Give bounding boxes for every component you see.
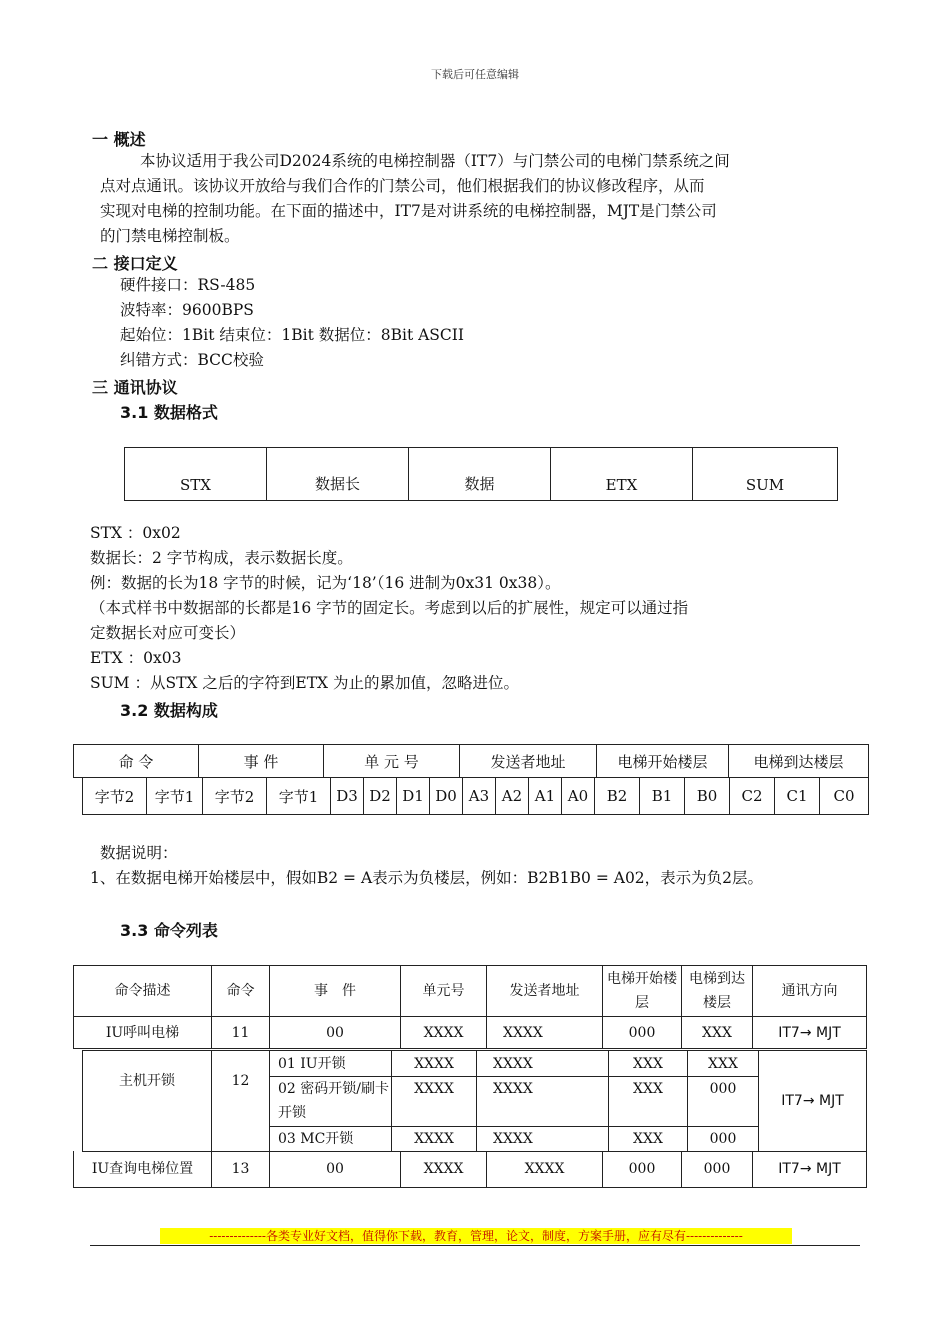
format-cell-length: 数据长 xyxy=(267,448,409,501)
byte-cell: D0 xyxy=(430,778,463,815)
cmd-header-direction: 通讯方向 xyxy=(753,966,867,1017)
cmd-cell: XXX xyxy=(609,1127,688,1152)
byte-cell: A3 xyxy=(463,778,496,815)
cmd-cell: 主机开锁 xyxy=(83,1051,212,1152)
struct-header-command: 命 令 xyxy=(74,745,199,778)
byte-cell: 字节1 xyxy=(147,778,203,815)
section-1-title: 一 概述 xyxy=(92,130,146,149)
section-2-title: 二 接口定义 xyxy=(92,254,178,273)
data-format-table xyxy=(124,447,838,501)
byte-cell: C0 xyxy=(820,778,869,815)
cmd-cell: 000 xyxy=(603,1151,682,1187)
cmd-cell: 000 xyxy=(688,1127,759,1152)
cmd-cell: XXX xyxy=(609,1077,688,1127)
cmd-header-command: 命令 xyxy=(212,966,270,1017)
byte-cell: 字节2 xyxy=(83,778,147,815)
cmd-cell: 03 MC开锁 xyxy=(270,1127,392,1152)
byte-cell: A2 xyxy=(496,778,529,815)
cmd-header-unit: 单元号 xyxy=(401,966,487,1017)
byte-cell: C2 xyxy=(730,778,775,815)
byte-cell: C1 xyxy=(775,778,820,815)
footer-banner: --------------各类专业好文档，值得你下载，教育，管理，论文，制度，方案手册，应有尽有-------------- xyxy=(160,1228,792,1244)
cmd-cell: XXXX xyxy=(487,1151,603,1187)
struct-header-sender: 发送者地址 xyxy=(460,745,597,778)
byte-cell: D3 xyxy=(331,778,364,815)
command-table-query xyxy=(73,1151,867,1188)
desc-line: 数据长：2 字节构成，表示数据长度。 xyxy=(90,549,353,567)
cmd-header-arrive-floor: 电梯到达楼层 xyxy=(682,966,753,1017)
cmd-cell: 11 xyxy=(212,1017,270,1049)
cmd-cell: 12 xyxy=(212,1051,270,1152)
cmd-cell: XXXX xyxy=(477,1127,609,1152)
cmd-cell: 000 xyxy=(688,1077,759,1127)
data-structure-header-table xyxy=(73,744,869,778)
subsection-3-3-title: 3.3 命令列表 xyxy=(120,921,218,940)
paragraph-line: 本协议适用于我公司D2024系统的电梯控制器（IT7）与门禁公司的电梯门禁系统之间 xyxy=(140,152,730,170)
desc-line: （本式样书中数据部的长都是16 字节的固定长。考虑到以后的扩展性，规定可以通过指 xyxy=(90,599,689,617)
cmd-cell: IU查询电梯位置 xyxy=(74,1151,212,1187)
cmd-cell: 01 IU开锁 xyxy=(270,1051,392,1077)
cmd-cell: XXX xyxy=(688,1051,759,1077)
format-cell-sum: SUM xyxy=(693,448,838,501)
interface-line: 波特率：9600BPS xyxy=(120,301,254,319)
cmd-cell: XXXX xyxy=(401,1151,487,1187)
cmd-cell: XXXX xyxy=(392,1127,477,1152)
desc-line: SUM ：从STX 之后的字符到ETX 为止的累加值，忽略进位。 xyxy=(90,674,520,692)
data-note-title: 数据说明： xyxy=(100,844,178,862)
byte-cell: A1 xyxy=(529,778,562,815)
cmd-header-desc: 命令描述 xyxy=(74,966,212,1017)
interface-line: 纠错方式：BCC校验 xyxy=(120,351,264,369)
table-row xyxy=(74,1017,867,1049)
cmd-cell: IT7→ MJT xyxy=(753,1017,867,1049)
byte-cell: 字节1 xyxy=(267,778,331,815)
cmd-cell: XXXX xyxy=(487,1017,603,1049)
data-structure-bytes-table xyxy=(82,777,869,815)
struct-header-arrive-floor: 电梯到达楼层 xyxy=(729,745,869,778)
byte-cell: A0 xyxy=(562,778,595,815)
cmd-cell: IT7→ MJT xyxy=(759,1051,867,1152)
cmd-cell: 00 xyxy=(270,1151,401,1187)
byte-cell: B0 xyxy=(685,778,730,815)
cmd-cell: IU呼叫电梯 xyxy=(74,1017,212,1049)
table-row xyxy=(83,1051,867,1077)
format-cell-stx: STX xyxy=(125,448,267,501)
subsection-3-1-title: 3.1 数据格式 xyxy=(120,403,218,422)
interface-line: 起始位：1Bit 结束位：1Bit 数据位：8Bit ASCII xyxy=(120,326,465,344)
byte-cell: D2 xyxy=(364,778,397,815)
cmd-cell: 13 xyxy=(212,1151,270,1187)
cmd-cell: XXXX xyxy=(392,1077,477,1127)
command-table-unlock xyxy=(82,1050,867,1152)
table-row xyxy=(74,1151,867,1187)
desc-line: STX ：0x02 xyxy=(90,524,181,542)
paragraph-line: 的门禁电梯控制板。 xyxy=(100,227,240,245)
byte-cell: B1 xyxy=(640,778,685,815)
cmd-cell: 000 xyxy=(603,1017,682,1049)
cmd-cell: XXX xyxy=(609,1051,688,1077)
cmd-cell: 000 xyxy=(682,1151,753,1187)
paragraph-line: 点对点通讯。该协议开放给与我们合作的门禁公司，他们根据我们的协议修改程序，从而 xyxy=(100,177,705,195)
desc-line: 例：数据的长为18 字节的时候，记为‘18’（16 进制为0x31 0x38）。 xyxy=(90,574,561,592)
cmd-cell: IT7→ MJT xyxy=(753,1151,867,1187)
byte-cell: D1 xyxy=(397,778,430,815)
desc-line: 定数据长对应可变长） xyxy=(90,624,246,642)
cmd-cell: XXXX xyxy=(477,1077,609,1127)
cmd-cell: XXXX xyxy=(477,1051,609,1077)
struct-header-unit: 单 元 号 xyxy=(324,745,460,778)
cmd-cell: 00 xyxy=(270,1017,401,1049)
cmd-header-sender: 发送者地址 xyxy=(487,966,603,1017)
byte-cell: B2 xyxy=(595,778,640,815)
struct-header-event: 事 件 xyxy=(199,745,324,778)
data-note: 1、在数据电梯开始楼层中，假如B2 = A表示为负楼层，例如：B2B1B0 = A02，表示为负2层。 xyxy=(90,869,764,887)
struct-header-start-floor: 电梯开始楼层 xyxy=(597,745,729,778)
byte-cell: 字节2 xyxy=(203,778,267,815)
desc-line: ETX ：0x03 xyxy=(90,649,182,667)
page-header: 下载后可任意编辑 xyxy=(431,68,519,81)
footer-divider xyxy=(90,1245,860,1246)
subsection-3-2-title: 3.2 数据构成 xyxy=(120,701,218,720)
cmd-header-start-floor: 电梯开始楼层 xyxy=(603,966,682,1017)
interface-line: 硬件接口：RS-485 xyxy=(120,276,256,294)
format-cell-etx: ETX xyxy=(551,448,693,501)
paragraph-line: 实现对电梯的控制功能。在下面的描述中，IT7是对讲系统的电梯控制器，MJT是门禁公司 xyxy=(100,202,717,220)
format-cell-data: 数据 xyxy=(409,448,551,501)
command-table xyxy=(73,965,867,1049)
cmd-cell: XXX xyxy=(682,1017,753,1049)
cmd-cell: 02 密码开锁/刷卡开锁 xyxy=(270,1077,392,1127)
cmd-cell: XXXX xyxy=(401,1017,487,1049)
cmd-cell: XXXX xyxy=(392,1051,477,1077)
section-3-title: 三 通讯协议 xyxy=(92,378,178,397)
cmd-header-event: 事 件 xyxy=(270,966,401,1017)
